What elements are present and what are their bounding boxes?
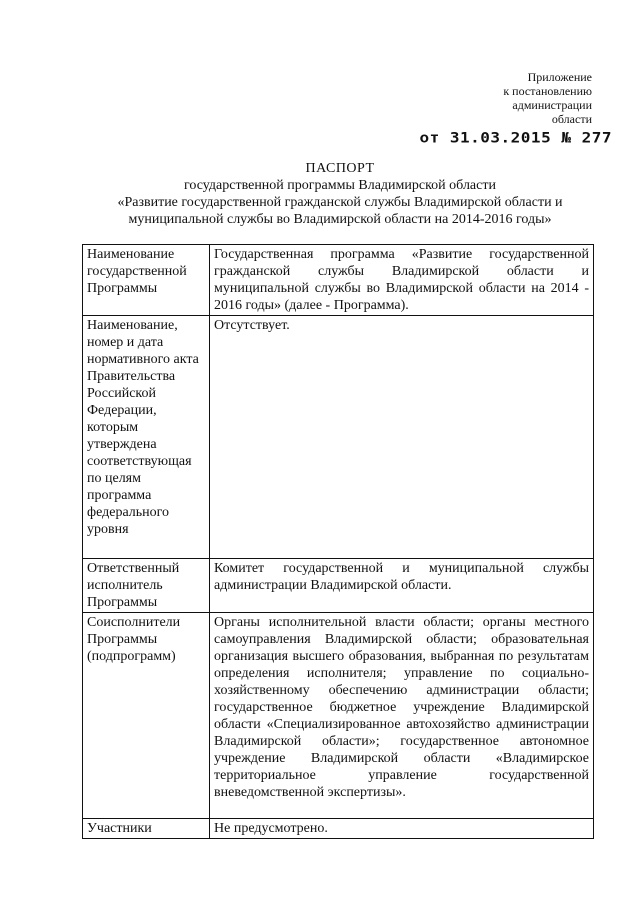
appendix-line: администрации [512, 98, 592, 112]
table-row [83, 613, 594, 819]
row-label-responsible-executor: Ответственный исполнитель Программы [83, 559, 210, 613]
table-row [83, 245, 594, 316]
heading-line-3: муниципальной службы во Владимирской области на 2014-2016 годы» [128, 212, 552, 227]
appendix-line: Приложение [527, 70, 592, 84]
row-value-program-name: Государственная программа «Развитие государственной гражданской службы Владимирской области и муниципальной службы во Владимирской области на 2014 - 2016 годы» (далее - Программа). [210, 245, 594, 316]
document-title: ПАСПОРТ [305, 161, 375, 176]
row-value-federal-act: Отсутствует. [210, 316, 594, 559]
row-value-responsible-executor: Комитет государственной и муниципальной службы администрации Владимирской области. [210, 559, 594, 613]
table-row [83, 819, 594, 839]
row-label-federal-act: Наименование, номер и дата нормативного акта Правительства Российской Федерации, которым утверждена соответствующая по целям программа федерального уровня [83, 316, 210, 559]
row-label-program-name: Наименование государственной Программы [83, 245, 210, 316]
document-heading [60, 160, 620, 228]
table-row [83, 316, 594, 559]
row-label-co-executors: Соисполнители Программы (подпрограмм) [83, 613, 210, 819]
appendix-block [503, 70, 592, 126]
table-row [83, 559, 594, 613]
row-value-co-executors: Органы исполнительной власти области; органы местного самоуправления Владимирской области; образовательная организация высшего образования, выбранная по результатам определения исполнителя; управление по социально-хозяйственному обеспечению администрации области; государственное бюджетное учреждение Владимирской области «Специализированное автохозяйство администрации Владимирской области»; государственное автономное учреждение Владимирской области «Владимирское территориальное управление государственной вневедомственной экспертизы». [210, 613, 594, 819]
row-value-participants: Не предусмотрено. [210, 819, 594, 839]
appendix-line: к постановлению [503, 84, 592, 98]
heading-line-2: «Развитие государственной гражданской службы Владимирской области и [117, 195, 563, 210]
heading-line-1: государственной программы Владимирской области [184, 178, 496, 193]
appendix-line: области [551, 112, 592, 126]
date-number-stamp: от 31.03.2015 № 277 [419, 128, 612, 147]
passport-table [82, 244, 594, 839]
row-label-participants: Участники [83, 819, 210, 839]
